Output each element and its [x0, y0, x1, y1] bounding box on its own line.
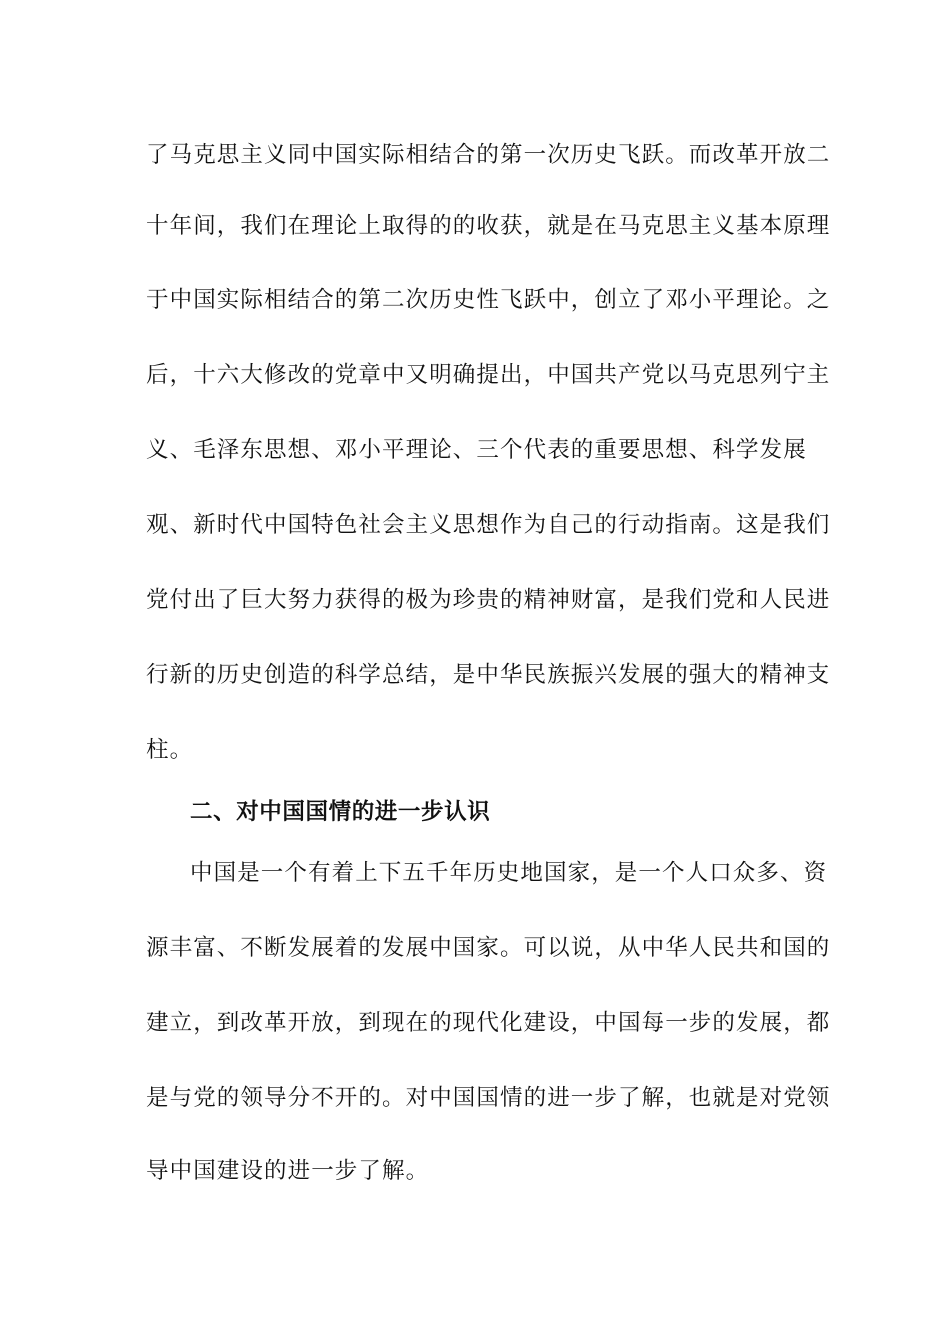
paragraph-1-line-6: 观、新时代中国特色社会主义思想作为自己的行动指南。这是我们	[146, 512, 831, 538]
paragraph-1-line-1: 了马克思主义同中国实际相结合的第一次历史飞跃。而改革开放二	[146, 142, 831, 168]
paragraph-2-line-5: 导中国建设的进一步了解。	[146, 1158, 430, 1184]
paragraph-1-line-7: 党付出了巨大努力获得的极为珍贵的精神财富，是我们党和人民进	[146, 587, 831, 613]
paragraph-2-line-4: 是与党的领导分不开的。对中国国情的进一步了解，也就是对党领	[146, 1085, 831, 1111]
paragraph-2-line-3: 建立，到改革开放，到现在的现代化建设，中国每一步的发展，都	[146, 1010, 831, 1036]
section-heading: 二、对中国国情的进一步认识	[190, 799, 491, 825]
paragraph-2-line-2: 源丰富、不断发展着的发展中国家。可以说，从中华人民共和国的	[146, 935, 831, 961]
paragraph-1-line-4: 后，十六大修改的党章中又明确提出，中国共产党以马克思列宁主	[146, 362, 831, 388]
paragraph-1-line-8: 行新的历史创造的科学总结，是中华民族振兴发展的强大的精神支	[146, 662, 831, 688]
paragraph-1-line-3: 于中国实际相结合的第二次历史性飞跃中，创立了邓小平理论。之	[146, 287, 831, 313]
paragraph-1-line-2: 十年间，我们在理论上取得的的收获，就是在马克思主义基本原理	[146, 213, 831, 239]
paragraph-1-line-9: 柱。	[146, 737, 194, 763]
paragraph-2-line-1: 中国是一个有着上下五千年历史地国家，是一个人口众多、资	[190, 860, 828, 886]
paragraph-1-line-5: 义、毛泽东思想、邓小平理论、三个代表的重要思想、科学发展	[146, 437, 807, 463]
